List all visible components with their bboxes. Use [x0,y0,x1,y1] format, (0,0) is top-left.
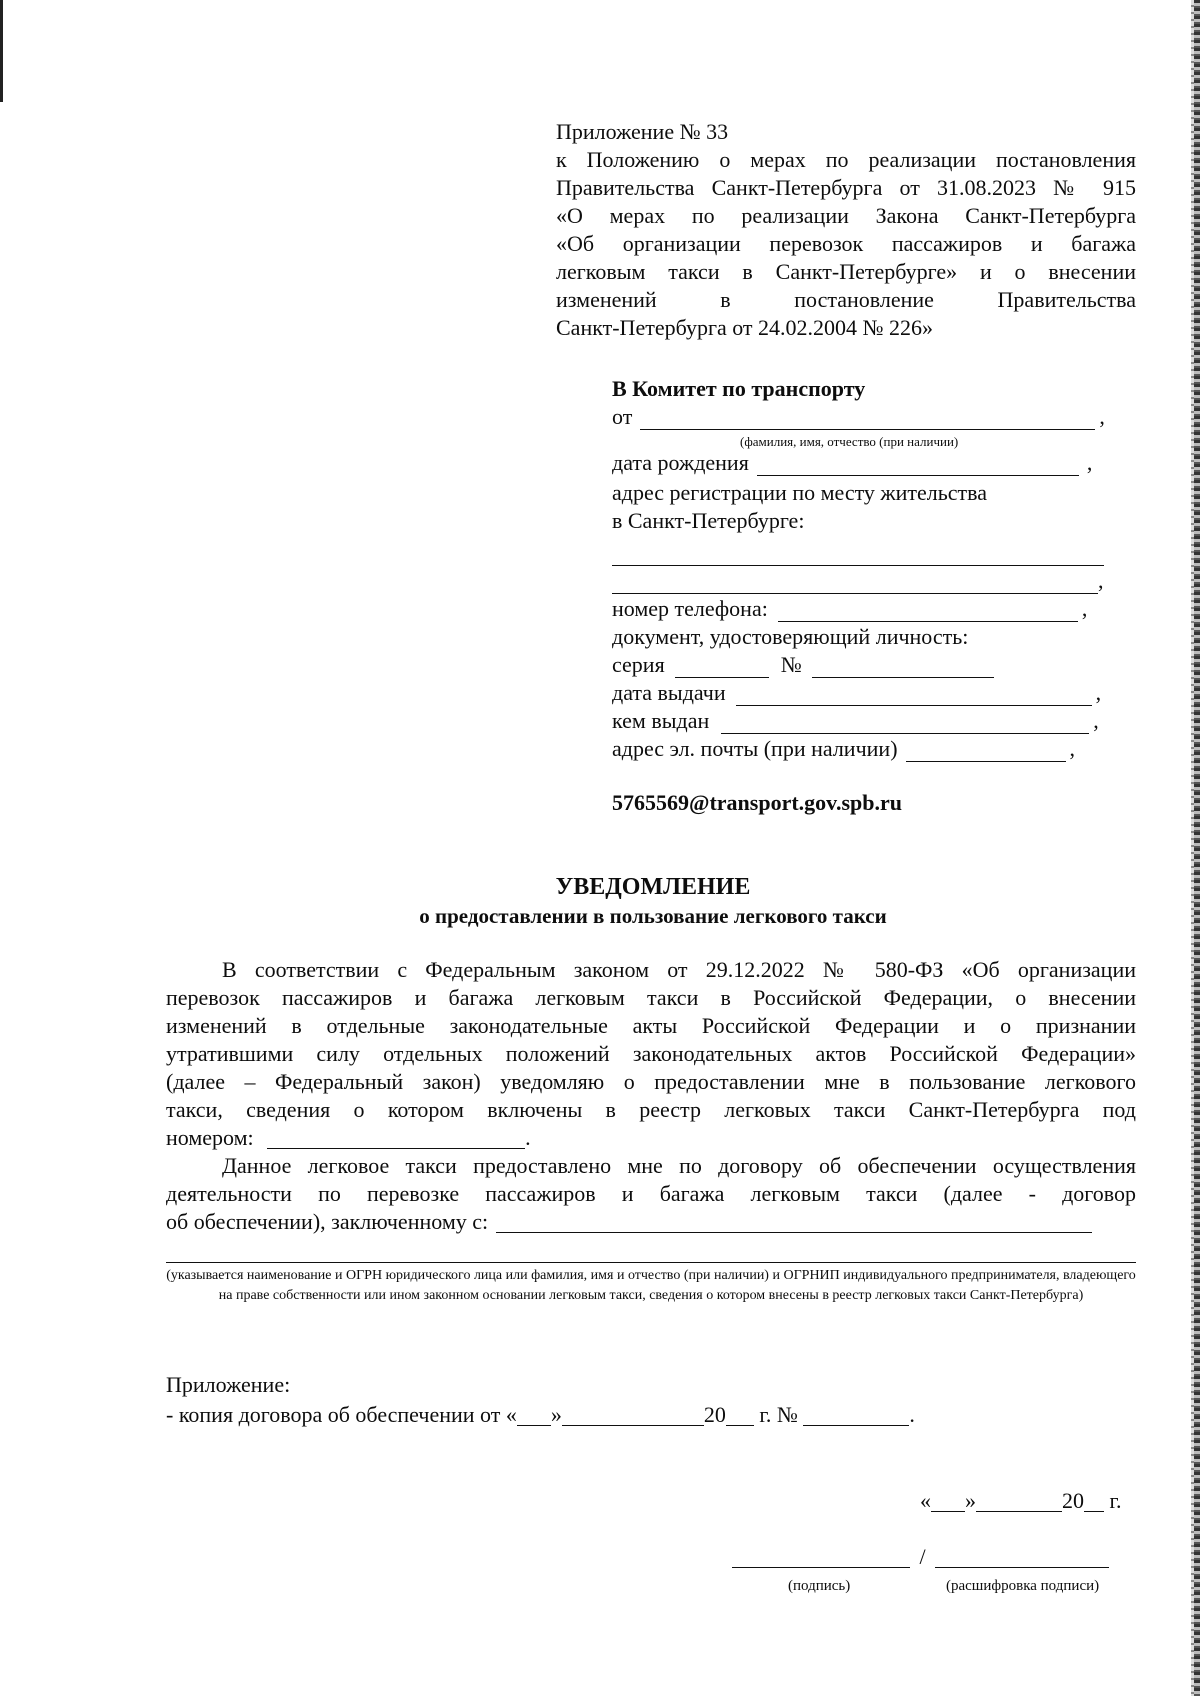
signature-block [732,1544,1109,1570]
series-label: серия [612,652,665,677]
comma: , [1093,708,1099,733]
address-label: адрес регистрации по месту жительства [612,480,988,505]
signature-field[interactable] [732,1545,910,1568]
contract-party-label: об обеспечении), заключенному с: [166,1209,489,1234]
appendix-line: легковым такси в Санкт-Петербурге» и о внесении [556,259,1136,284]
address-field[interactable] [612,543,1104,566]
body-line: перевозок пассажиров и багажа легковым такси в Российской Федерации, о внесении [166,985,1136,1010]
phone-field[interactable] [778,599,1078,622]
contract-number-label: г. № [759,1402,798,1427]
body-paragraph-1 [166,956,1136,1152]
id-doc-label: документ, удостоверяющий личность: [612,624,969,649]
body-line: изменений в отдельные законодательные акты Российской Федерации и о признании [166,1013,1136,1038]
comma: , [1098,568,1104,593]
appendix-number: Приложение № 33 [556,119,729,144]
phone-label: номер телефона: [612,596,768,621]
body-line: (далее – Федеральный закон) уведомляю о предоставлении мне в пользование легкового [166,1069,1136,1094]
from-hint: (фамилия, имя, отчество (при наличии) [740,434,959,449]
date-month-field[interactable] [976,1489,1062,1512]
scan-edge-right-inner [1191,0,1194,1696]
body-line: Данное легковое такси предоставлено мне по договору об обеспечении осуществления [222,1153,1136,1178]
birth-date-field[interactable] [757,453,1079,476]
appendix-line: «Об организации перевозок пассажиров и багажа [556,231,1136,256]
from-row [612,404,1105,430]
birth-label: дата рождения [612,450,749,475]
addressee-heading: В Комитет по транспорту [612,376,866,401]
appendix-line: «О мерах по реализации Закона Санкт-Петербурга [556,203,1136,228]
appendix-line: изменений в постановление Правительства [556,287,1136,312]
appendix-header [556,118,1136,342]
contract-party-field[interactable] [496,1210,1092,1233]
contract-month-field[interactable] [562,1403,704,1426]
appendix-line: Санкт-Петербурга от 24.02.2004 № 226» [556,315,934,340]
comma: , [1095,680,1102,705]
attachment-label: Приложение: [166,1372,291,1397]
signature-decode-field[interactable] [935,1545,1109,1568]
date-year-field[interactable] [1084,1489,1104,1512]
contract-number-field[interactable] [803,1403,909,1426]
address-label: в Санкт-Петербурге: [612,508,805,533]
year-suffix: г. [1109,1488,1122,1513]
signature-slash: / [919,1544,926,1569]
date-day-field[interactable] [931,1489,965,1512]
appendix-line: к Положению о мерах по реализации постановления [556,147,1136,172]
quote-close: » [965,1488,976,1513]
notice-subtitle: о предоставлении в пользование легкового такси [419,904,887,928]
body-paragraph-2 [166,1152,1136,1236]
number-label: номером: [166,1125,254,1150]
email-label: адрес эл. почты (при наличии) [612,736,898,761]
attachment-item [166,1402,915,1428]
issue-date-label: дата выдачи [612,680,726,705]
year-prefix: 20 [1062,1488,1084,1513]
scan-edge-right [1194,0,1200,1696]
contract-year-field[interactable] [726,1403,754,1426]
issued-by-row [612,708,1099,734]
contract-day-field[interactable] [517,1403,551,1426]
signature-decode-label: (расшифровка подписи) [946,1578,1100,1594]
body-line: такси, сведения о котором включены в реестр легковых такси Санкт-Петербурга под [166,1097,1136,1122]
issued-by-field[interactable] [721,711,1089,734]
address-line-2 [612,568,1104,594]
appendix-line: Правительства Санкт-Петербурга от 31.08.2023 № 915 [556,175,1136,200]
registry-number-field[interactable] [267,1126,525,1149]
date-block [920,1488,1122,1514]
email-field[interactable] [906,739,1066,762]
address-label-row-1 [612,480,987,506]
period: . [909,1402,915,1427]
body-line: деятельности по перевозке пассажиров и багажа легковым такси (далее - договор [166,1181,1136,1206]
issued-by-label: кем выдан [612,708,710,733]
from-field[interactable] [640,407,1095,430]
scan-edge-left [0,0,3,1696]
body-line-last [166,1208,1136,1236]
series-row [612,652,994,678]
doc-number-label: № [780,652,802,677]
attachment-prefix: - копия договора об обеспечении от « [166,1402,517,1427]
comma: , [1081,596,1088,621]
series-field[interactable] [675,655,769,678]
recipient-email: 5765569@transport.gov.spb.ru [612,790,902,815]
comma: , [1099,404,1105,429]
body-line: В соответствии с Федеральным законом от 29.12.2022 № 580-ФЗ «Об организации [222,957,1136,982]
footnote-line[interactable] [166,1262,1136,1263]
issue-date-row [612,680,1101,706]
period: . [525,1125,531,1150]
from-label: от [612,404,633,429]
footnote: (указывается наименование и ОГРН юридического лица или фамилия, имя и отчество (при наличии) и ОГРНИП индивидуального предпринимателя, владеющего на праве собственности или ином законном основании легковым такси, сведения о котором внесены в реестр легковых такси Санкт-Петербурга) [166,1268,1136,1303]
birth-row [612,450,1092,476]
year-prefix: 20 [703,1402,726,1427]
address-field[interactable] [612,571,1098,594]
comma: , [1086,450,1093,475]
notice-title: УВЕДОМЛЕНИЕ [555,874,751,900]
address-line-1 [612,540,1104,566]
doc-number-field[interactable] [812,655,994,678]
email-row [612,736,1075,762]
address-label-row-2 [612,508,804,534]
id-doc-row [612,624,968,650]
comma: , [1069,736,1076,761]
quote-open: « [920,1488,931,1513]
quote-close: » [550,1402,562,1427]
signature-label: (подпись) [788,1578,851,1594]
issue-date-field[interactable] [736,683,1092,706]
body-line: утратившими силу отдельных положений законодательных актов Российской Федерации» [166,1041,1136,1066]
body-line-last [166,1124,1136,1152]
phone-row [612,596,1087,622]
